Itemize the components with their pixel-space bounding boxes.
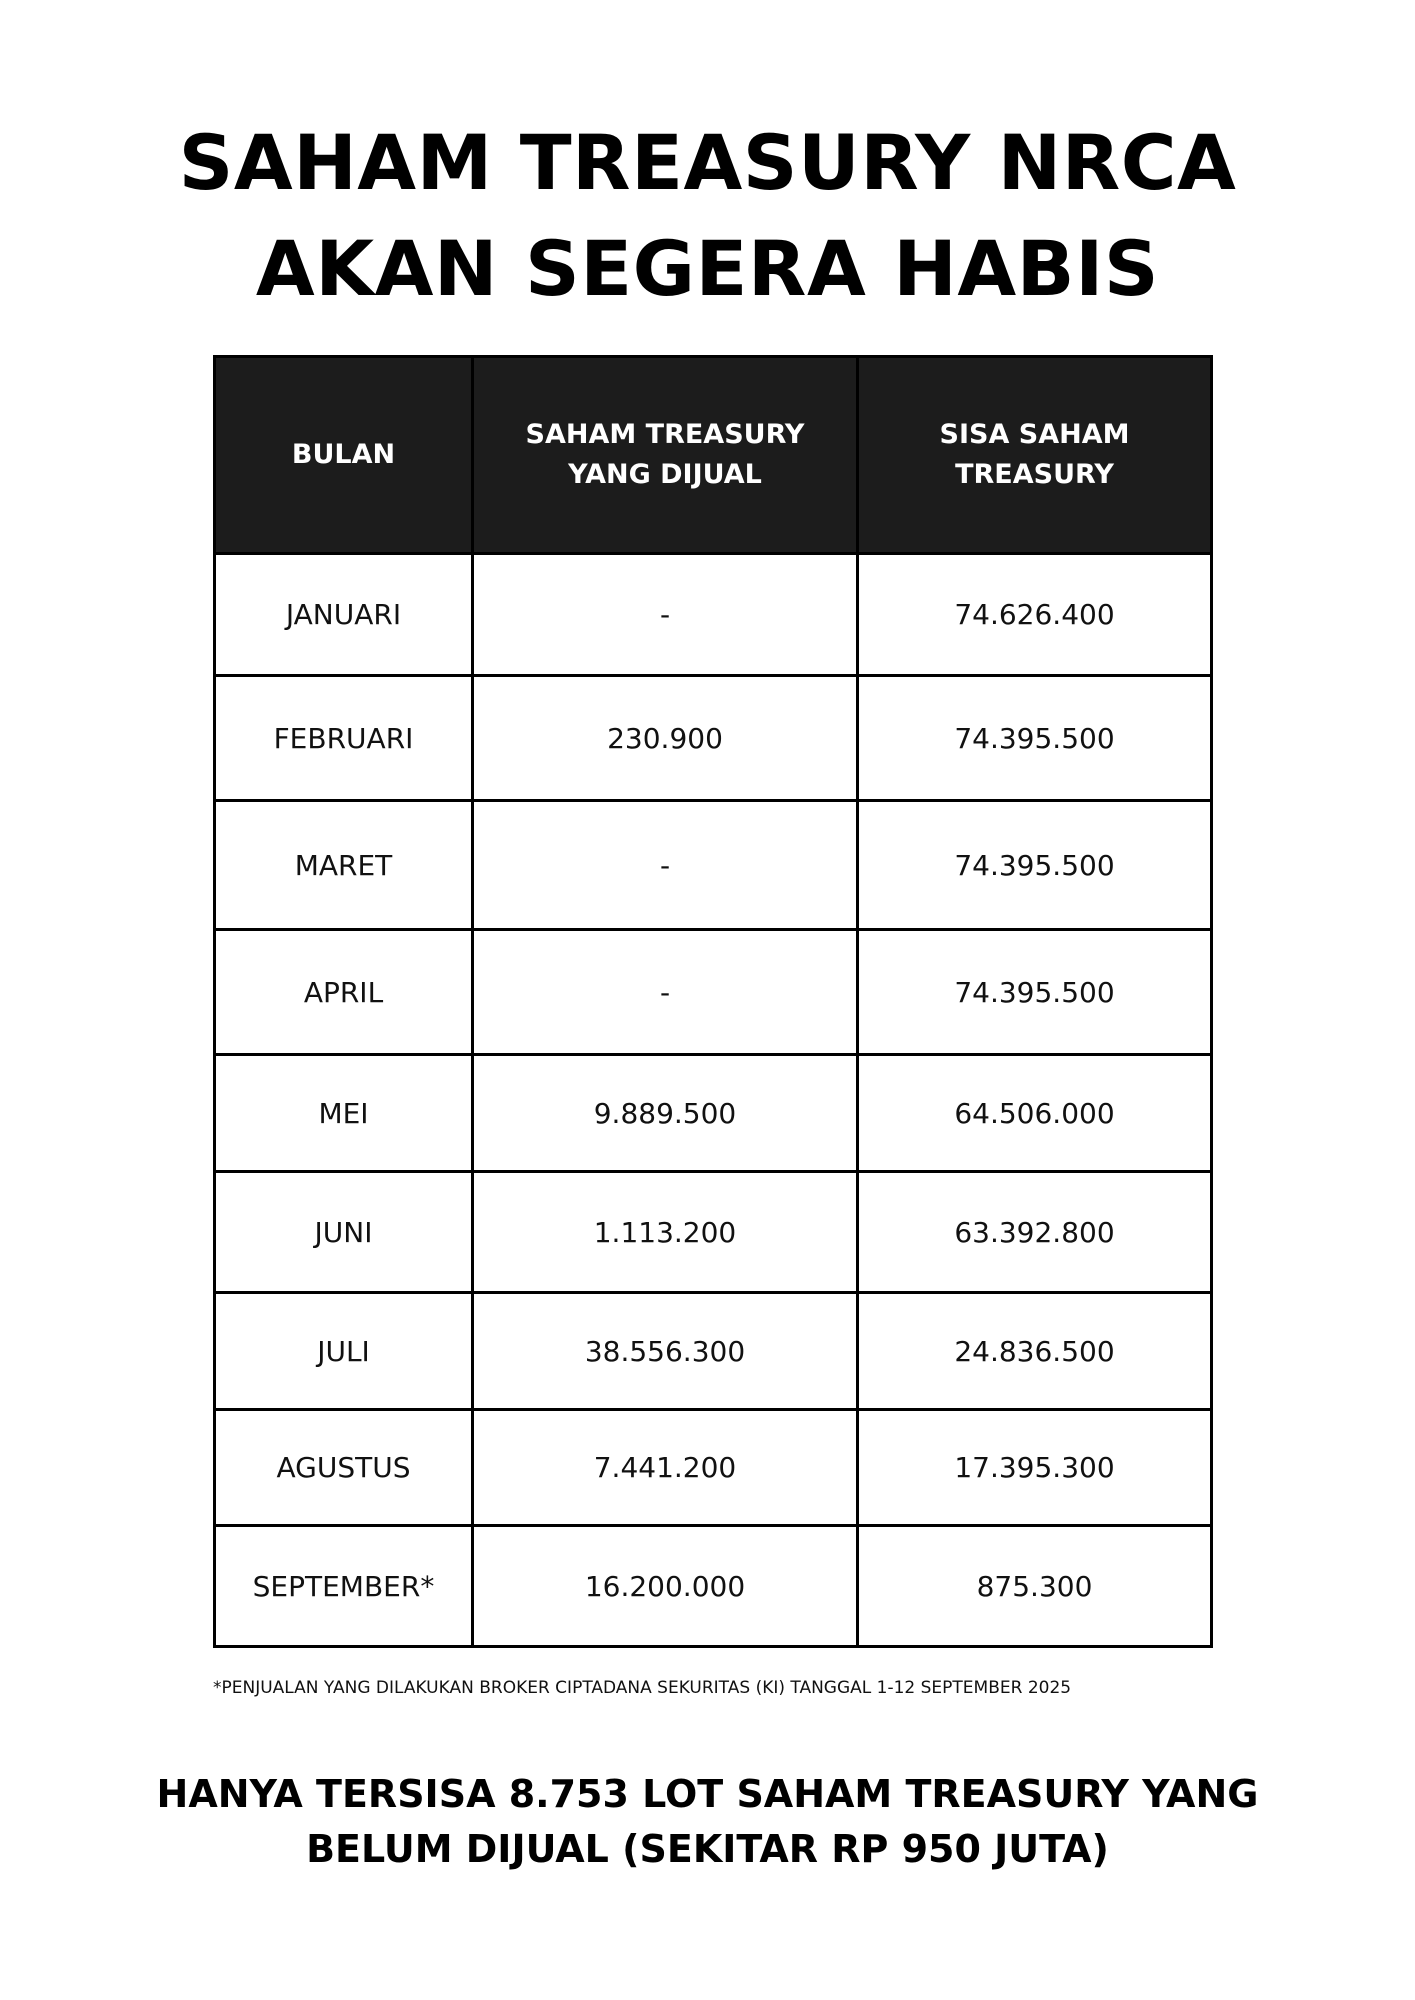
header-sold	[473, 357, 858, 554]
header-sold-line-1: SAHAM TREASURY	[525, 419, 805, 450]
cell-remaining: 74.395.500	[858, 930, 1212, 1055]
cell-remaining: 74.395.500	[858, 676, 1212, 801]
table-body	[215, 554, 1212, 1647]
cell-remaining: 875.300	[858, 1526, 1212, 1647]
cell-remaining: 64.506.000	[858, 1055, 1212, 1172]
page-title	[0, 110, 1415, 322]
header-month-label: BULAN	[291, 439, 396, 470]
header-remaining-line-1: SISA SAHAM	[939, 419, 1130, 450]
table-row	[215, 1172, 1212, 1293]
header-sold-line-2: YANG DIJUAL	[568, 459, 762, 490]
table-row	[215, 1526, 1212, 1647]
cell-sold: 38.556.300	[473, 1293, 858, 1410]
treasury-table	[213, 355, 1213, 1648]
conclusion-line-2: BELUM DIJUAL (SEKITAR RP 950 JUTA)	[306, 1827, 1109, 1871]
cell-sold: 9.889.500	[473, 1055, 858, 1172]
cell-month: AGUSTUS	[215, 1410, 473, 1526]
cell-remaining: 63.392.800	[858, 1172, 1212, 1293]
cell-sold: -	[473, 554, 858, 676]
cell-month: MARET	[215, 801, 473, 930]
cell-remaining: 74.626.400	[858, 554, 1212, 676]
page-title-line-1: SAHAM TREASURY NRCA	[178, 118, 1237, 207]
cell-sold: 1.113.200	[473, 1172, 858, 1293]
cell-sold: 16.200.000	[473, 1526, 858, 1647]
table-row	[215, 1293, 1212, 1410]
table-header	[215, 357, 1212, 554]
page-title-line-2: AKAN SEGERA HABIS	[255, 224, 1160, 313]
header-remaining-line-2: TREASURY	[955, 459, 1114, 490]
table-row	[215, 554, 1212, 676]
cell-remaining: 74.395.500	[858, 801, 1212, 930]
cell-remaining: 24.836.500	[858, 1293, 1212, 1410]
cell-month: JANUARI	[215, 554, 473, 676]
cell-month: MEI	[215, 1055, 473, 1172]
table-row	[215, 801, 1212, 930]
cell-month: SEPTEMBER*	[215, 1526, 473, 1647]
cell-month: JULI	[215, 1293, 473, 1410]
conclusion-line-1: HANYA TERSISA 8.753 LOT SAHAM TREASURY YANG	[156, 1772, 1259, 1816]
footnote: *PENJUALAN YANG DILAKUKAN BROKER CIPTADANA SEKURITAS (KI) TANGGAL 1-12 SEPTEMBER 2025	[213, 1678, 1072, 1698]
cell-month: APRIL	[215, 930, 473, 1055]
table-row	[215, 1055, 1212, 1172]
table-row	[215, 930, 1212, 1055]
table-header-row	[215, 357, 1212, 554]
header-remaining	[858, 357, 1212, 554]
cell-month: JUNI	[215, 1172, 473, 1293]
cell-remaining: 17.395.300	[858, 1410, 1212, 1526]
conclusion-text	[0, 1767, 1415, 1877]
cell-sold: 7.441.200	[473, 1410, 858, 1526]
cell-month: FEBRUARI	[215, 676, 473, 801]
table-row	[215, 1410, 1212, 1526]
cell-sold: -	[473, 930, 858, 1055]
header-month	[215, 357, 473, 554]
table-row	[215, 676, 1212, 801]
cell-sold: 230.900	[473, 676, 858, 801]
cell-sold: -	[473, 801, 858, 930]
